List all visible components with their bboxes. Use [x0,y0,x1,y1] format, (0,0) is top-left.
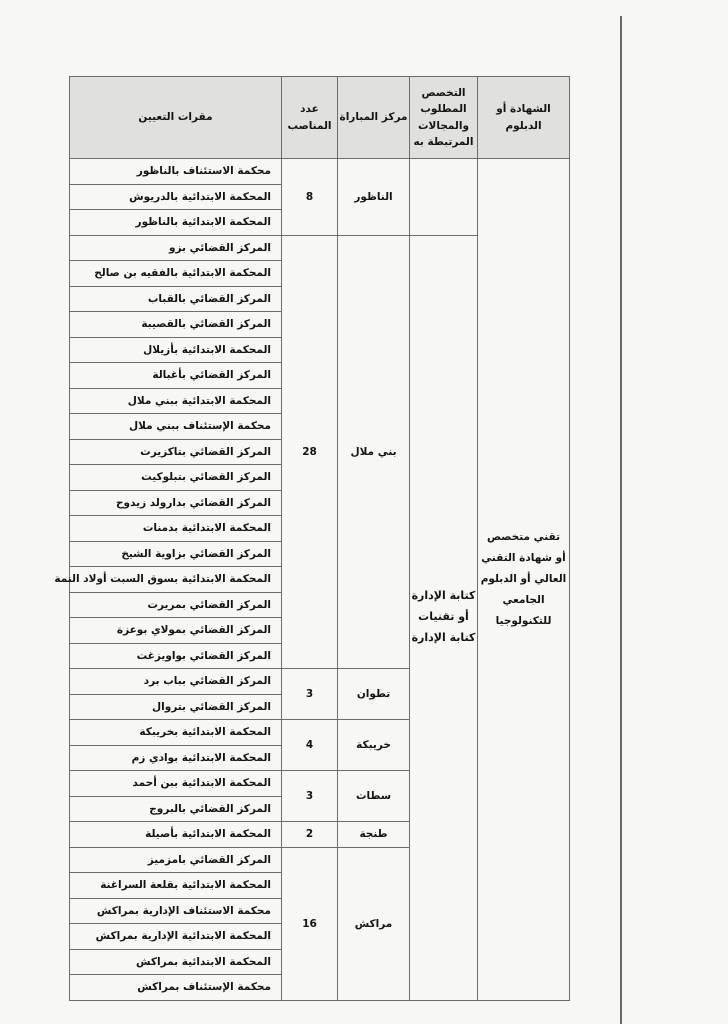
header-specialty-line: والمجالات [418,119,469,132]
court-cell: المركز القضائي بزو [70,235,282,261]
header-specialty-line: التخصص [421,86,466,99]
court-cell: المركز القضائي بدارولد زيدوح [70,490,282,516]
header-degree: الشهادة أو الدبلوم [478,77,570,159]
specialty-line: كتابة الإدارة [411,630,476,644]
court-cell: المركز القضائي بواويزغت [70,643,282,669]
court-cell: المركز القضائي بباب برد [70,669,282,695]
court-cell: المركز القضائي بمولاي بوعزة [70,618,282,644]
positions-count-cell: 16 [282,847,338,1000]
court-cell: المحكمة الابتدائية ببني ملال [70,388,282,414]
specialty-line: كتابة الإدارة [411,589,476,603]
court-cell: المحكمة الابتدائية بدمنات [70,516,282,542]
specialty-cell-empty [410,159,478,236]
header-specialty-line: المطلوب [420,103,467,116]
court-cell: المركز القضائي بتاكزيرت [70,439,282,465]
court-cell: محكمة الإستئناف بمراكش [70,975,282,1001]
court-cell: المحكمة الابتدائية بمراكش [70,949,282,975]
court-cell: المركز القضائي بتبلوكيت [70,465,282,491]
table-row [70,159,570,185]
court-cell: المحكمة الابتدائية بقلعة السراغنة [70,873,282,899]
degree-line: أو شهادة التقني [481,551,566,564]
exam-center-cell: خريبكة [338,720,410,771]
degree-line: الجامعي [502,593,545,606]
court-cell: المركز القضائي بالبروج [70,796,282,822]
court-cell: المحكمة الابتدائية بوادي زم [70,745,282,771]
court-cell: المركز القضائي بالقصيبة [70,312,282,338]
header-count-line: المناصب [287,119,332,132]
header-specialty [410,77,478,159]
positions-table-wrapper [54,76,569,996]
degree-line: تقني متخصص [486,530,561,543]
table-body [54,159,570,1001]
court-cell: المحكمة الابتدائية بالدريوش [70,184,282,210]
header-count-line: عدد [300,103,319,116]
header-center: مركز المباراة [338,77,410,159]
positions-count-cell: 3 [282,669,338,720]
court-cell: المركز القضائي بالقباب [70,286,282,312]
court-cell: المحكمة الابتدائية بالفقيه بن صالح [70,261,282,287]
specialty-line: أو تقنيات [418,610,469,624]
header-courts: مقرات التعيين [70,77,282,159]
court-cell: المحكمة الابتدائية الإدارية بمراكش [70,924,282,950]
court-cell: محكمة الإستئناف ببني ملال [70,414,282,440]
specialty-cell [410,235,478,1000]
court-cell: محكمة الاستئناف الإدارية بمراكش [70,898,282,924]
court-cell: المحكمة الابتدائية بأزيلال [70,337,282,363]
positions-count-cell: 8 [282,159,338,236]
header-count [282,77,338,159]
court-cell: المركز القضائي بزاوية الشيخ [70,541,282,567]
exam-center-cell: مراكش [338,847,410,1000]
positions-count-cell: 28 [282,235,338,669]
positions-count-cell: 2 [282,822,338,848]
exam-center-cell: طنجة [338,822,410,848]
positions-table [54,76,570,1001]
positions-count-cell: 3 [282,771,338,822]
degree-line: العالي أو الدبلوم [480,572,567,585]
exam-center-cell: سطات [338,771,410,822]
degree-line: للتكنولوجيا [495,614,552,627]
court-cell: المحكمة الابتدائية ببن أحمد [70,771,282,797]
court-cell: المحكمة الابتدائية بأصيلة [70,822,282,848]
exam-center-cell: بني ملال [338,235,410,669]
positions-count-cell: 4 [282,720,338,771]
court-cell: المحكمة الابتدائية بخريبكة [70,720,282,746]
court-cell: المركز القضائي بتروال [70,694,282,720]
court-cell: المركز القضائي بامزميز [70,847,282,873]
exam-center-cell: الناظور [338,159,410,236]
exam-center-cell: تطوان [338,669,410,720]
court-cell: المحكمة الابتدائية بسوق السبت أولاد النمة [70,567,282,593]
court-cell: المركز القضائي بأغبالة [70,363,282,389]
court-cell: محكمة الاستئناف بالناظور [70,159,282,185]
header-row [70,77,570,159]
court-cell: المركز القضائي بمريرت [70,592,282,618]
degree-cell [478,159,570,1001]
header-specialty-line: المرتبطة به [413,135,474,148]
court-cell: المحكمة الابتدائية بالناظور [70,210,282,236]
page-edge-line [620,16,622,1024]
